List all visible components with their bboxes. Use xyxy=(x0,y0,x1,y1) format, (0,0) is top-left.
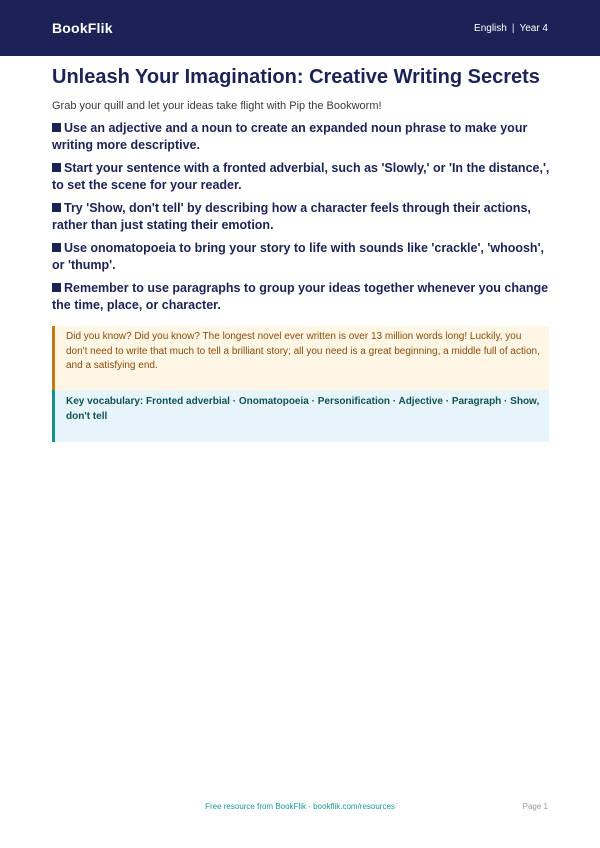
subject-label: English xyxy=(474,22,507,34)
tip-text: Remember to use paragraphs to group your ideas together whenever you change the time, place, or character. xyxy=(52,281,549,312)
intro-text: Grab your quill and let your ideas take flight with Pip the Bookworm! xyxy=(52,100,382,112)
square-bullet-icon xyxy=(52,163,61,172)
square-bullet-icon xyxy=(52,243,61,252)
square-bullet-icon xyxy=(52,203,61,212)
list-item xyxy=(52,240,552,274)
tip-text: Use onomatopoeia to bring your story to life with sounds like 'crackle', 'whoosh', or 'thump'. xyxy=(52,241,545,272)
meta-separator: | xyxy=(511,22,515,34)
tips-list xyxy=(52,120,552,320)
list-item xyxy=(52,120,552,154)
page-number: Page 1 xyxy=(522,802,548,811)
key-vocabulary-text: Key vocabulary: Fronted adverbial · Onomatopoeia · Personification · Adjective · Paragraph · Show, don't tell xyxy=(66,396,540,422)
tip-text: Start your sentence with a fronted adverbial, such as 'Slowly,' or 'In the distance,', to set the scene for your reader. xyxy=(52,161,550,192)
page-header xyxy=(0,0,600,56)
year-label: Year 4 xyxy=(519,22,548,34)
fun-fact-text: Did you know? Did you know? The longest novel ever written is over 13 million words long! Luckily, you don't need to write that much to tell a brilliant story; all you need is a great beginning, a middle full of action, and a satisfying end. xyxy=(66,331,540,371)
list-item xyxy=(52,160,552,194)
brand-logo[interactable]: BookFlik xyxy=(52,20,113,36)
square-bullet-icon xyxy=(52,123,61,132)
square-bullet-icon xyxy=(52,283,61,292)
key-vocabulary-box xyxy=(52,390,549,442)
tip-text: Use an adjective and a noun to create an expanded noun phrase to make your writing more descriptive. xyxy=(52,121,528,152)
footer-resource-link[interactable]: Free resource from BookFlik · bookflik.com/resources xyxy=(205,802,395,811)
list-item xyxy=(52,280,552,314)
header-meta xyxy=(474,23,548,34)
tip-text: Try 'Show, don't tell' by describing how a character feels through their actions, rather than just stating their emotion. xyxy=(52,201,531,232)
list-item xyxy=(52,200,552,234)
page-title: Unleash Your Imagination: Creative Writing Secrets xyxy=(52,66,540,88)
fun-fact-callout xyxy=(52,326,549,390)
